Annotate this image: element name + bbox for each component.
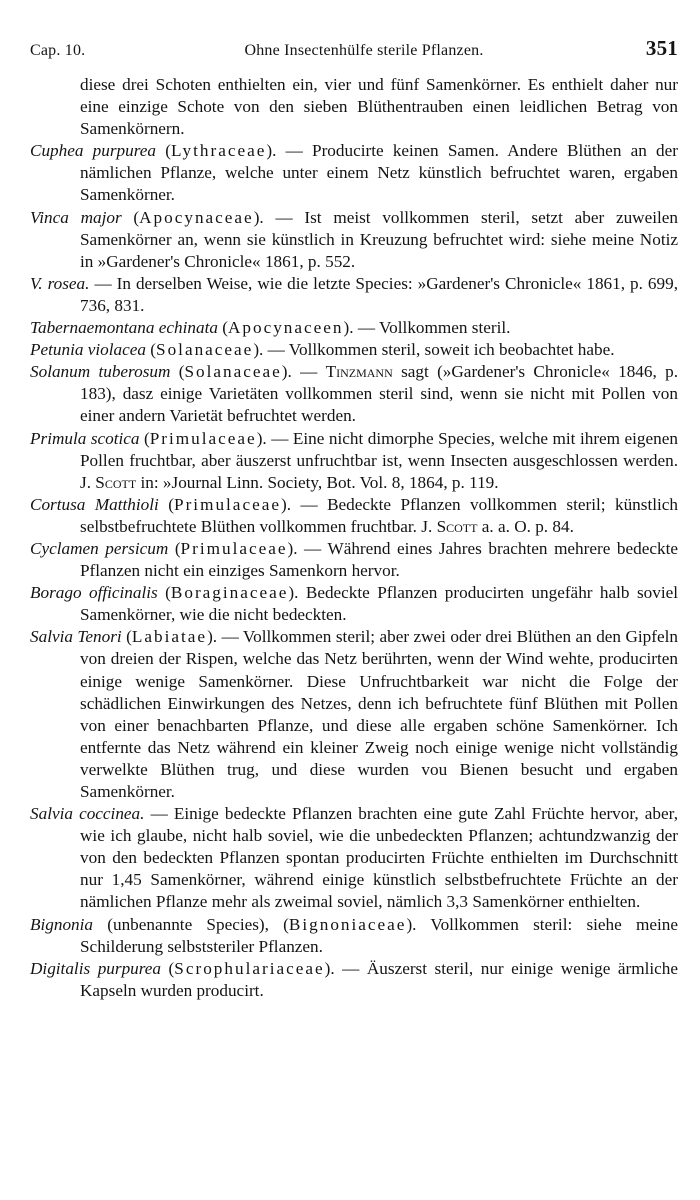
entry-prefix: ( xyxy=(139,428,150,448)
family-name: Scrophulariaceae xyxy=(174,958,325,978)
family-name: Solanaceae xyxy=(156,340,254,360)
entry-text: a. a. O. p. 84. xyxy=(477,516,574,536)
species-name: Vinca major xyxy=(30,207,122,227)
intro-paragraph: diese drei Schoten enthielten ein, vier und fünf Samenkörner. Es enthielt daher nur eine einzige Schote von den sieben Blüthentrauben einen leidlichen Betrag von Samenkörnern. xyxy=(80,75,678,139)
species-entry xyxy=(30,914,678,958)
family-name: Bignoniaceae xyxy=(288,914,407,934)
entry-prefix: ( xyxy=(157,583,171,603)
entry-text: — In derselben Weise, wie die letzte Species: »Gardener's Chronicle« 1861, p. 699, 736, 831. xyxy=(80,273,678,315)
species-name: V. rosea. xyxy=(30,273,90,293)
species-name: Digitalis purpurea xyxy=(30,958,162,978)
page-number: 351 xyxy=(645,36,678,60)
entry-text: ). — Äuszerst steril, nur einige wenige ärmliche Kapseln wurden producirt. xyxy=(80,958,678,1000)
author-name: Scott xyxy=(95,472,137,492)
family-name: Apocynaceae xyxy=(139,207,254,227)
entry-text: sagt (»Gardener's Chronicle« 1846, p. 183), dasz einige Varietäten vollkommen steril sind, wenn sie nicht mit Pollen von einer andern Varietät befruchtet werden. xyxy=(80,362,678,426)
entry-text: ). — Producirte keinen Samen. Andere Blüthen an der nämlichen Pflanze, welche unter einem Netz künstlich befruchtet waren, ergaben Samenkörner. xyxy=(80,141,679,205)
author-name: Tinzmann xyxy=(325,362,393,382)
species-entry xyxy=(30,428,678,494)
author-name: Scott xyxy=(436,516,478,536)
species-name: Bignonia xyxy=(30,914,94,934)
entry-text: in: »Journal Linn. Society, Bot. Vol. 8, 1864, p. 119. xyxy=(136,472,499,492)
entry-prefix: ( xyxy=(121,207,140,227)
entry-prefix: ( xyxy=(217,318,228,338)
entry-prefix: ( xyxy=(158,494,175,514)
entry-prefix: ( xyxy=(156,141,171,161)
entry-prefix: ( xyxy=(161,958,175,978)
species-name: Salvia coccinea. xyxy=(30,804,145,824)
family-name: Apocynaceen xyxy=(227,318,344,338)
species-entry xyxy=(30,582,678,626)
species-name: Petunia violacea xyxy=(30,340,146,360)
entry-prefix: ( xyxy=(168,538,181,558)
family-name: Primulaceae xyxy=(180,538,288,558)
species-entry xyxy=(30,494,678,538)
entry-text: ). — Vollkommen steril, soweit ich beobachtet habe. xyxy=(253,340,615,360)
entry-text: ). — Bedeckte Pflanzen vollkommen steril; künstlich selbstbefruchtete Blüthen vollkommen fruchtbar. J. xyxy=(80,494,679,536)
species-entry xyxy=(30,803,678,913)
species-name: Solanum tuberosum xyxy=(30,362,171,382)
entry-text: ). — Vollkommen steril. xyxy=(343,318,511,338)
running-header xyxy=(30,36,678,68)
page-body xyxy=(30,74,678,1002)
species-name: Tabernaemontana echinata xyxy=(30,318,218,338)
species-name: Borago officinalis xyxy=(30,583,158,603)
species-entry xyxy=(30,207,678,273)
species-entries xyxy=(30,140,678,1002)
family-name: Labiatae xyxy=(131,627,208,647)
species-entry xyxy=(30,140,678,206)
entry-prefix: ( xyxy=(170,362,185,382)
entry-prefix: ( xyxy=(145,340,157,360)
entry-text: ). — xyxy=(281,362,326,382)
species-entry xyxy=(30,626,678,803)
species-entry xyxy=(30,958,678,1002)
family-name: Solanaceae xyxy=(184,362,282,382)
entry-prefix: (unbenannte Species), ( xyxy=(93,914,289,934)
running-title: Ohne Insectenhülfe sterile Pflanzen. xyxy=(244,42,484,59)
species-entry xyxy=(30,339,678,361)
species-name: Salvia Tenori xyxy=(30,627,122,647)
entry-text: ). — Eine nicht dimorphe Species, welche mit ihrem eigenen Pollen fruchtbar, aber äuszerst unfruchtbar ist, wenn Insecten ausgeschlossen werden. J. xyxy=(80,428,678,492)
species-name: Cuphea purpurea xyxy=(30,141,157,161)
family-name: Primulaceae xyxy=(174,494,281,514)
entry-text: ). Bedeckte Pflanzen producirten ungefähr halb soviel Samenkörner, wie die nicht bedeckten. xyxy=(80,583,678,625)
species-name: Cortusa Matthioli xyxy=(30,494,159,514)
species-entry xyxy=(30,317,678,339)
entry-text: — Einige bedeckte Pflanzen brachten eine gute Zahl Früchte hervor, aber, wie ich glaube, nicht halb soviel, wie die unbedeckten Pflanzen; achtundzwanzig der von den bedeckten Pflanzen spontan producirten Früchte enthielten im Durchschnitt nur 1,45 Samenkörner, während einige künstlich selbstbefruchtete Früchte an der nämlichen Pflanze mehr als zweimal soviel, nämlich 3,3 Samenkörner enthielten. xyxy=(80,804,678,912)
species-entry xyxy=(30,361,678,427)
chapter-label: Cap. 10. xyxy=(30,42,86,59)
entry-prefix: ( xyxy=(121,627,132,647)
species-entry xyxy=(30,538,678,582)
entry-text: ). — Vollkommen steril; aber zwei oder drei Blüthen an den Gipfeln von dreien der Rispen, welche das Netz berührten, wenn der Wind wehte, producirten einige wenige Samenkörner. Diese Unfruchtbarkeit war nicht die Folge der schädlichen Einwirkungen des Netzes, denn ich befruchtete fünf Blüthen mit Pollen von einer benachbarten Pflanze, und diese alle ergaben schöne Samenkörner. Ich entfernte das Netz während ein kleiner Zweig noch einige wenige nicht vollständig verwelkte Blüthen trug, und diese wurden vou Bienen besucht und ergaben Samenkörner. xyxy=(80,627,678,801)
species-name: Primula scotica xyxy=(30,428,140,448)
species-entry xyxy=(30,273,678,317)
entry-text: ). Vollkommen steril: siehe meine Schilderung selbststeriler Pflanzen. xyxy=(80,914,678,956)
entry-text: ). — Ist meist vollkommen steril, setzt aber zuweilen Samenkörner an, wenn sie künstlich in Kreuzung befruchtet wird: siehe meine Notiz in »Gardener's Chronicle« 1861, p. 552. xyxy=(80,207,678,271)
species-name: Cyclamen persicum xyxy=(30,538,169,558)
family-name: Boraginaceae xyxy=(170,583,289,603)
entry-text: ). — Während eines Jahres brachten mehrere bedeckte Pflanzen nicht ein einziges Samenkorn hervor. xyxy=(80,538,678,581)
family-name: Primulaceae xyxy=(149,428,257,448)
family-name: Lythraceae xyxy=(170,141,267,161)
